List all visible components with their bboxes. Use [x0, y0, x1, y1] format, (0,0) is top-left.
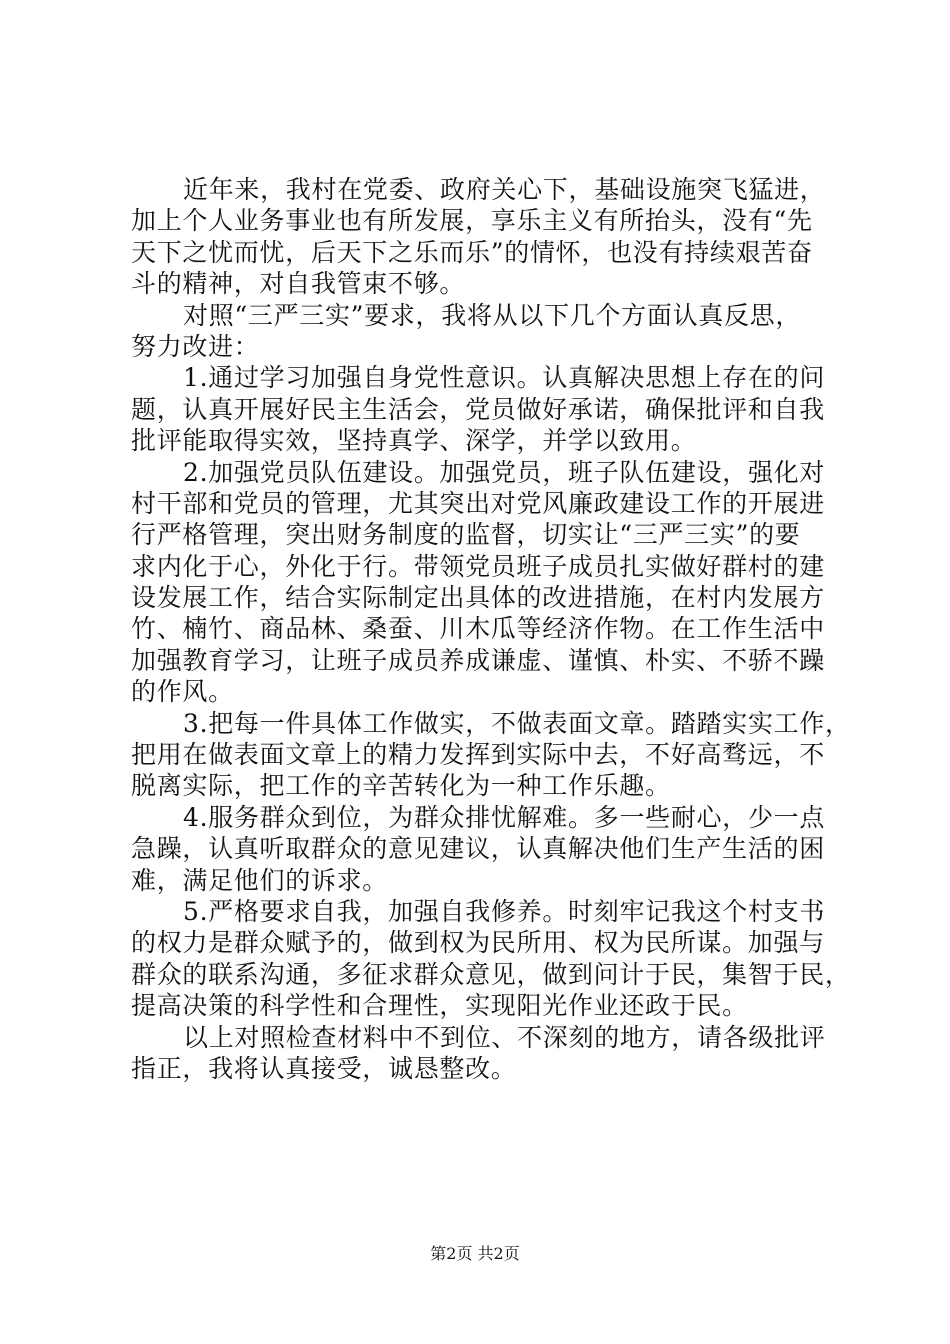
body-line: 努力改进：: [131, 331, 260, 361]
body-line: 对照“三严三实”要求，我将从以下几个方面认真反思，: [183, 300, 802, 330]
body-line: 把用在做表面文章上的精力发挥到实际中去，不好高骛远，不: [131, 740, 825, 770]
body-line: 脱离实际，把工作的辛苦转化为一种工作乐趣。: [131, 771, 671, 801]
body-line: 以上对照检查材料中不到位、不深刻的地方，请各级批评: [183, 1022, 826, 1052]
body-line: 4.服务群众到位，为群众排忧解难。多一些耐心，少一点: [183, 802, 826, 832]
body-line: 2.加强党员队伍建设。加强党员，班子队伍建设，强化对: [183, 457, 826, 487]
body-line: 设发展工作，结合实际制定出具体的改进措施，在村内发展方: [131, 583, 825, 613]
body-line: 指正，我将认真接受，诚恳整改。: [131, 1053, 517, 1083]
body-line: 难，满足他们的诉求。: [131, 865, 389, 895]
body-line: 天下之忧而忧，后天下之乐而乐”的情怀，也没有持续艰苦奋: [131, 237, 813, 267]
body-line: 村干部和党员的管理，尤其突出对党风廉政建设工作的开展进: [131, 488, 825, 518]
document-body: [131, 174, 851, 1084]
body-line: 提高决策的科学性和合理性，实现阳光作业还政于民。: [131, 991, 748, 1021]
body-line: 批评能取得实效，坚持真学、深学，并学以致用。: [131, 426, 697, 456]
body-line: 斗的精神，对自我管束不够。: [131, 269, 466, 299]
body-line: 5.严格要求自我，加强自我修养。时刻牢记我这个村支书: [183, 896, 826, 926]
body-line: 的作风。: [131, 677, 234, 707]
body-line: 加上个人业务事业也有所发展，享乐主义有所抬头，没有“先: [131, 206, 813, 236]
body-line: 群众的联系沟通，多征求群众意见，做到问计于民，集智于民，: [131, 959, 851, 989]
body-line: 求内化于心，外化于行。带领党员班子成员扎实做好群村的建: [131, 551, 825, 581]
body-line: 的权力是群众赋予的，做到权为民所用、权为民所谋。加强与: [131, 928, 825, 958]
body-line: 题，认真开展好民主生活会，党员做好承诺，确保批评和自我: [131, 394, 825, 424]
body-line: 1.通过学习加强自身党性意识。认真解决思想上存在的问: [183, 363, 826, 393]
body-line: 行严格管理，突出财务制度的监督，切实让“三严三实”的要: [131, 520, 801, 550]
body-line: 加强教育学习，让班子成员养成谦虚、谨慎、朴实、不骄不躁: [131, 645, 825, 675]
body-line: 竹、楠竹、商品林、桑蚕、川木瓜等经济作物。在工作生活中: [131, 614, 825, 644]
page-number-footer: 第2页 共2页: [430, 1244, 520, 1263]
body-line: 急躁，认真听取群众的意见建议，认真解决他们生产生活的困: [131, 834, 825, 864]
body-line: 近年来，我村在党委、政府关心下，基础设施突飞猛进，: [183, 175, 826, 204]
body-line: 3.把每一件具体工作做实，不做表面文章。踏踏实实工作，: [183, 708, 851, 738]
